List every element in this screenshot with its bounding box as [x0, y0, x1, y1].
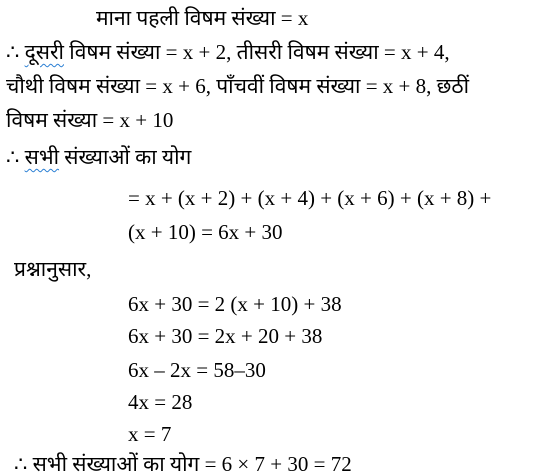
- line-sixth-odd: विषम संख्या = x + 10: [6, 108, 174, 132]
- line-second-third-rest: विषम संख्या = x + 2, तीसरी विषम संख्या = x + 4,: [64, 40, 450, 64]
- line-sum-heading: [6, 143, 191, 171]
- line-assumption: माना पहली विषम संख्या = x: [96, 6, 309, 30]
- therefore-symbol: ∴: [6, 40, 25, 64]
- spellcheck-word-dusri: दूसरी: [24, 40, 64, 64]
- equation-step-1: 6x + 30 = 2 (x + 10) + 38: [128, 292, 342, 316]
- line-sum-heading-rest: संख्याओं का योग: [59, 145, 192, 169]
- equation-step-2: 6x + 30 = 2x + 20 + 38: [128, 324, 323, 348]
- line-sum-expression: = x + (x + 2) + (x + 4) + (x + 6) + (x + 8) +: [128, 186, 492, 210]
- spellcheck-word-sabhi: सभी: [24, 145, 60, 169]
- equation-step-3: 6x – 2x = 58–30: [128, 358, 266, 382]
- line-according-to-question: प्रश्नानुसार,: [14, 257, 92, 281]
- equation-step-4: 4x = 28: [128, 390, 193, 414]
- line-sum-result: (x + 10) = 6x + 30: [128, 220, 283, 244]
- line-final-answer: ∴ सभी संख्याओं का योग = 6 × 7 + 30 = 72: [14, 452, 352, 476]
- therefore-symbol: ∴: [6, 145, 25, 169]
- line-second-third-odd: [6, 38, 450, 66]
- line-fourth-fifth-odd: चौथी विषम संख्या = x + 6, पाँचवीं विषम संख्या = x + 8, छठीं: [6, 74, 470, 98]
- equation-solution: x = 7: [128, 422, 172, 446]
